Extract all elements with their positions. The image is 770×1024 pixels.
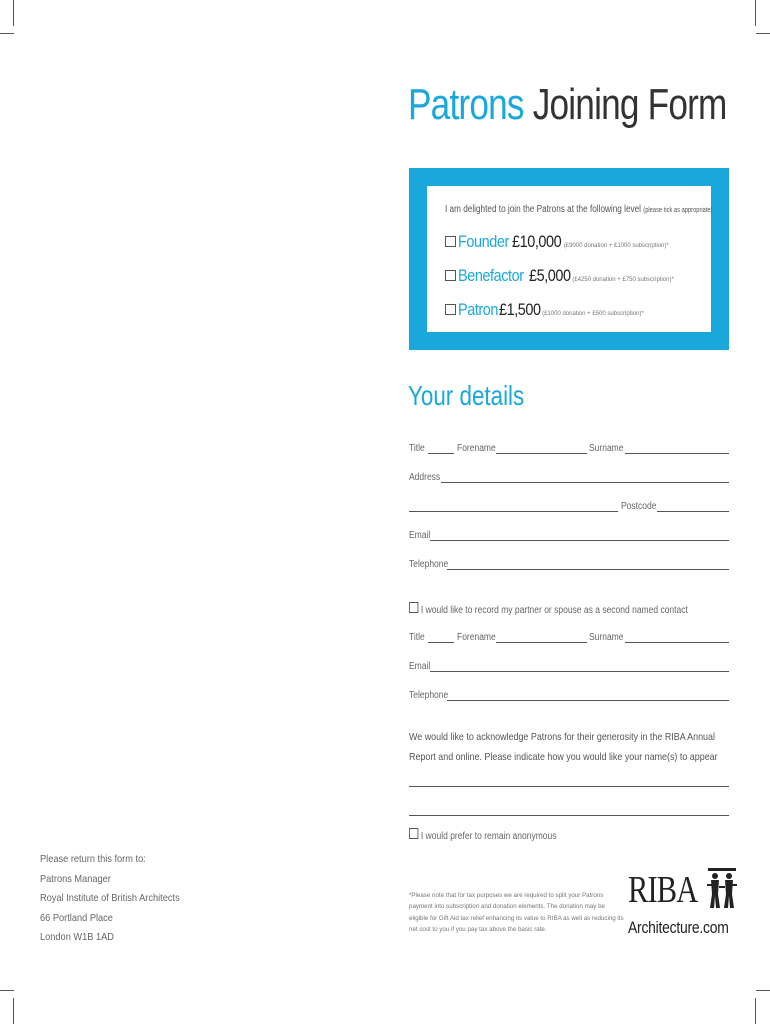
title-accent: Patrons — [408, 80, 524, 129]
anonymous-label: I would prefer to remain anonymous — [420, 831, 557, 842]
acknowledgement-text: We would like to acknowledge Patrons for their generosity in the RIBA Annual Report and online. Please indicate how you would like your name(s) to appear — [409, 731, 718, 763]
crop-mark — [13, 0, 14, 26]
partner-contact-option[interactable] — [409, 602, 688, 616]
level-option-patron[interactable] — [445, 300, 644, 320]
level-name: Benefactor — [458, 266, 524, 285]
return-address — [40, 850, 180, 948]
membership-level-box — [409, 168, 729, 350]
partner-forename-label: Forename — [457, 632, 496, 643]
level-note: (£9000 donation + £1000 subscription)* — [563, 243, 669, 249]
partner-checkbox-label: I would like to record my partner or spouse as a second named contact — [420, 605, 688, 616]
benefactor-checkbox[interactable] — [445, 270, 456, 281]
level-name: Founder — [458, 232, 509, 251]
title-label: Title — [409, 443, 425, 454]
crop-mark — [755, 0, 756, 26]
patron-checkbox[interactable] — [445, 304, 456, 315]
crop-mark — [756, 33, 770, 34]
page-title — [408, 80, 727, 130]
membership-intro-note: (please tick as appropriate) — [643, 207, 713, 214]
partner-title-label: Title — [409, 632, 425, 643]
founder-checkbox[interactable] — [445, 236, 456, 247]
partner-email-label: Email — [409, 661, 431, 672]
address-field-line-1[interactable] — [441, 482, 729, 483]
return-address-line: Patrons Manager — [40, 872, 111, 885]
riba-wordmark: RIBA — [628, 869, 698, 911]
surname-field[interactable] — [625, 453, 729, 454]
partner-telephone-label: Telephone — [409, 690, 449, 701]
crop-mark — [13, 998, 14, 1024]
email-field[interactable] — [430, 540, 729, 541]
membership-intro-text: I am delighted to join the Patrons at the following level — [445, 204, 642, 215]
partner-telephone-field[interactable] — [447, 700, 729, 701]
level-amount: £10,000 — [511, 232, 562, 251]
crop-mark — [0, 33, 14, 34]
partner-surname-label: Surname — [589, 632, 624, 643]
postcode-label: Postcode — [621, 501, 657, 512]
level-option-benefactor[interactable] — [445, 266, 674, 286]
level-amount: £5,000 — [529, 266, 571, 285]
crop-mark — [756, 990, 770, 991]
anonymous-checkbox[interactable] — [409, 828, 418, 839]
level-name: Patron — [458, 300, 499, 319]
partner-forename-field[interactable] — [496, 642, 587, 643]
anonymous-option[interactable] — [409, 828, 557, 842]
surname-label: Surname — [589, 443, 624, 454]
level-option-founder[interactable] — [445, 232, 669, 252]
email-label: Email — [409, 530, 431, 541]
partner-title-field[interactable] — [428, 642, 454, 643]
return-address-line: London W1B 1AD — [40, 931, 114, 943]
return-address-line: Please return this form to: — [40, 853, 146, 865]
forename-label: Forename — [457, 443, 496, 454]
name-appearance-field-1[interactable] — [409, 786, 729, 787]
your-details-heading: Your details — [408, 380, 525, 411]
partner-checkbox[interactable] — [409, 602, 418, 613]
level-note: (£1000 donation + £500 subscription)* — [542, 311, 644, 317]
membership-intro — [445, 204, 713, 215]
title-rest: Joining Form — [532, 80, 727, 129]
partner-email-field[interactable] — [430, 671, 729, 672]
name-appearance-field-2[interactable] — [409, 815, 729, 816]
forename-field[interactable] — [496, 453, 587, 454]
riba-url: Architecture.com — [628, 918, 729, 937]
address-field-line-2[interactable] — [409, 511, 618, 512]
return-address-line: 66 Portland Place — [40, 911, 113, 924]
crop-mark — [755, 998, 756, 1024]
partner-surname-field[interactable] — [625, 642, 729, 643]
riba-logo — [628, 862, 738, 944]
telephone-label: Telephone — [409, 559, 449, 570]
return-address-line: Royal Institute of British Architects — [40, 892, 180, 904]
level-amount: £1,500 — [499, 300, 541, 319]
tax-note: *Please note that for tax purposes we are required to split your Patrons payment into subscription and donation elements. The donation may be eligible for Gift Aid tax relief enhancing its value to RIBA as well as reducing its net cost to you if you pay tax above the basic rate. — [409, 892, 624, 934]
telephone-field[interactable] — [447, 569, 729, 570]
membership-level-panel — [427, 186, 711, 332]
level-note: (£4250 donation + £750 subscription)* — [572, 277, 674, 283]
address-label: Address — [409, 472, 441, 483]
postcode-field[interactable] — [657, 511, 729, 512]
crop-mark — [0, 990, 14, 991]
title-field[interactable] — [428, 453, 454, 454]
riba-caryatid-icon — [706, 866, 738, 910]
